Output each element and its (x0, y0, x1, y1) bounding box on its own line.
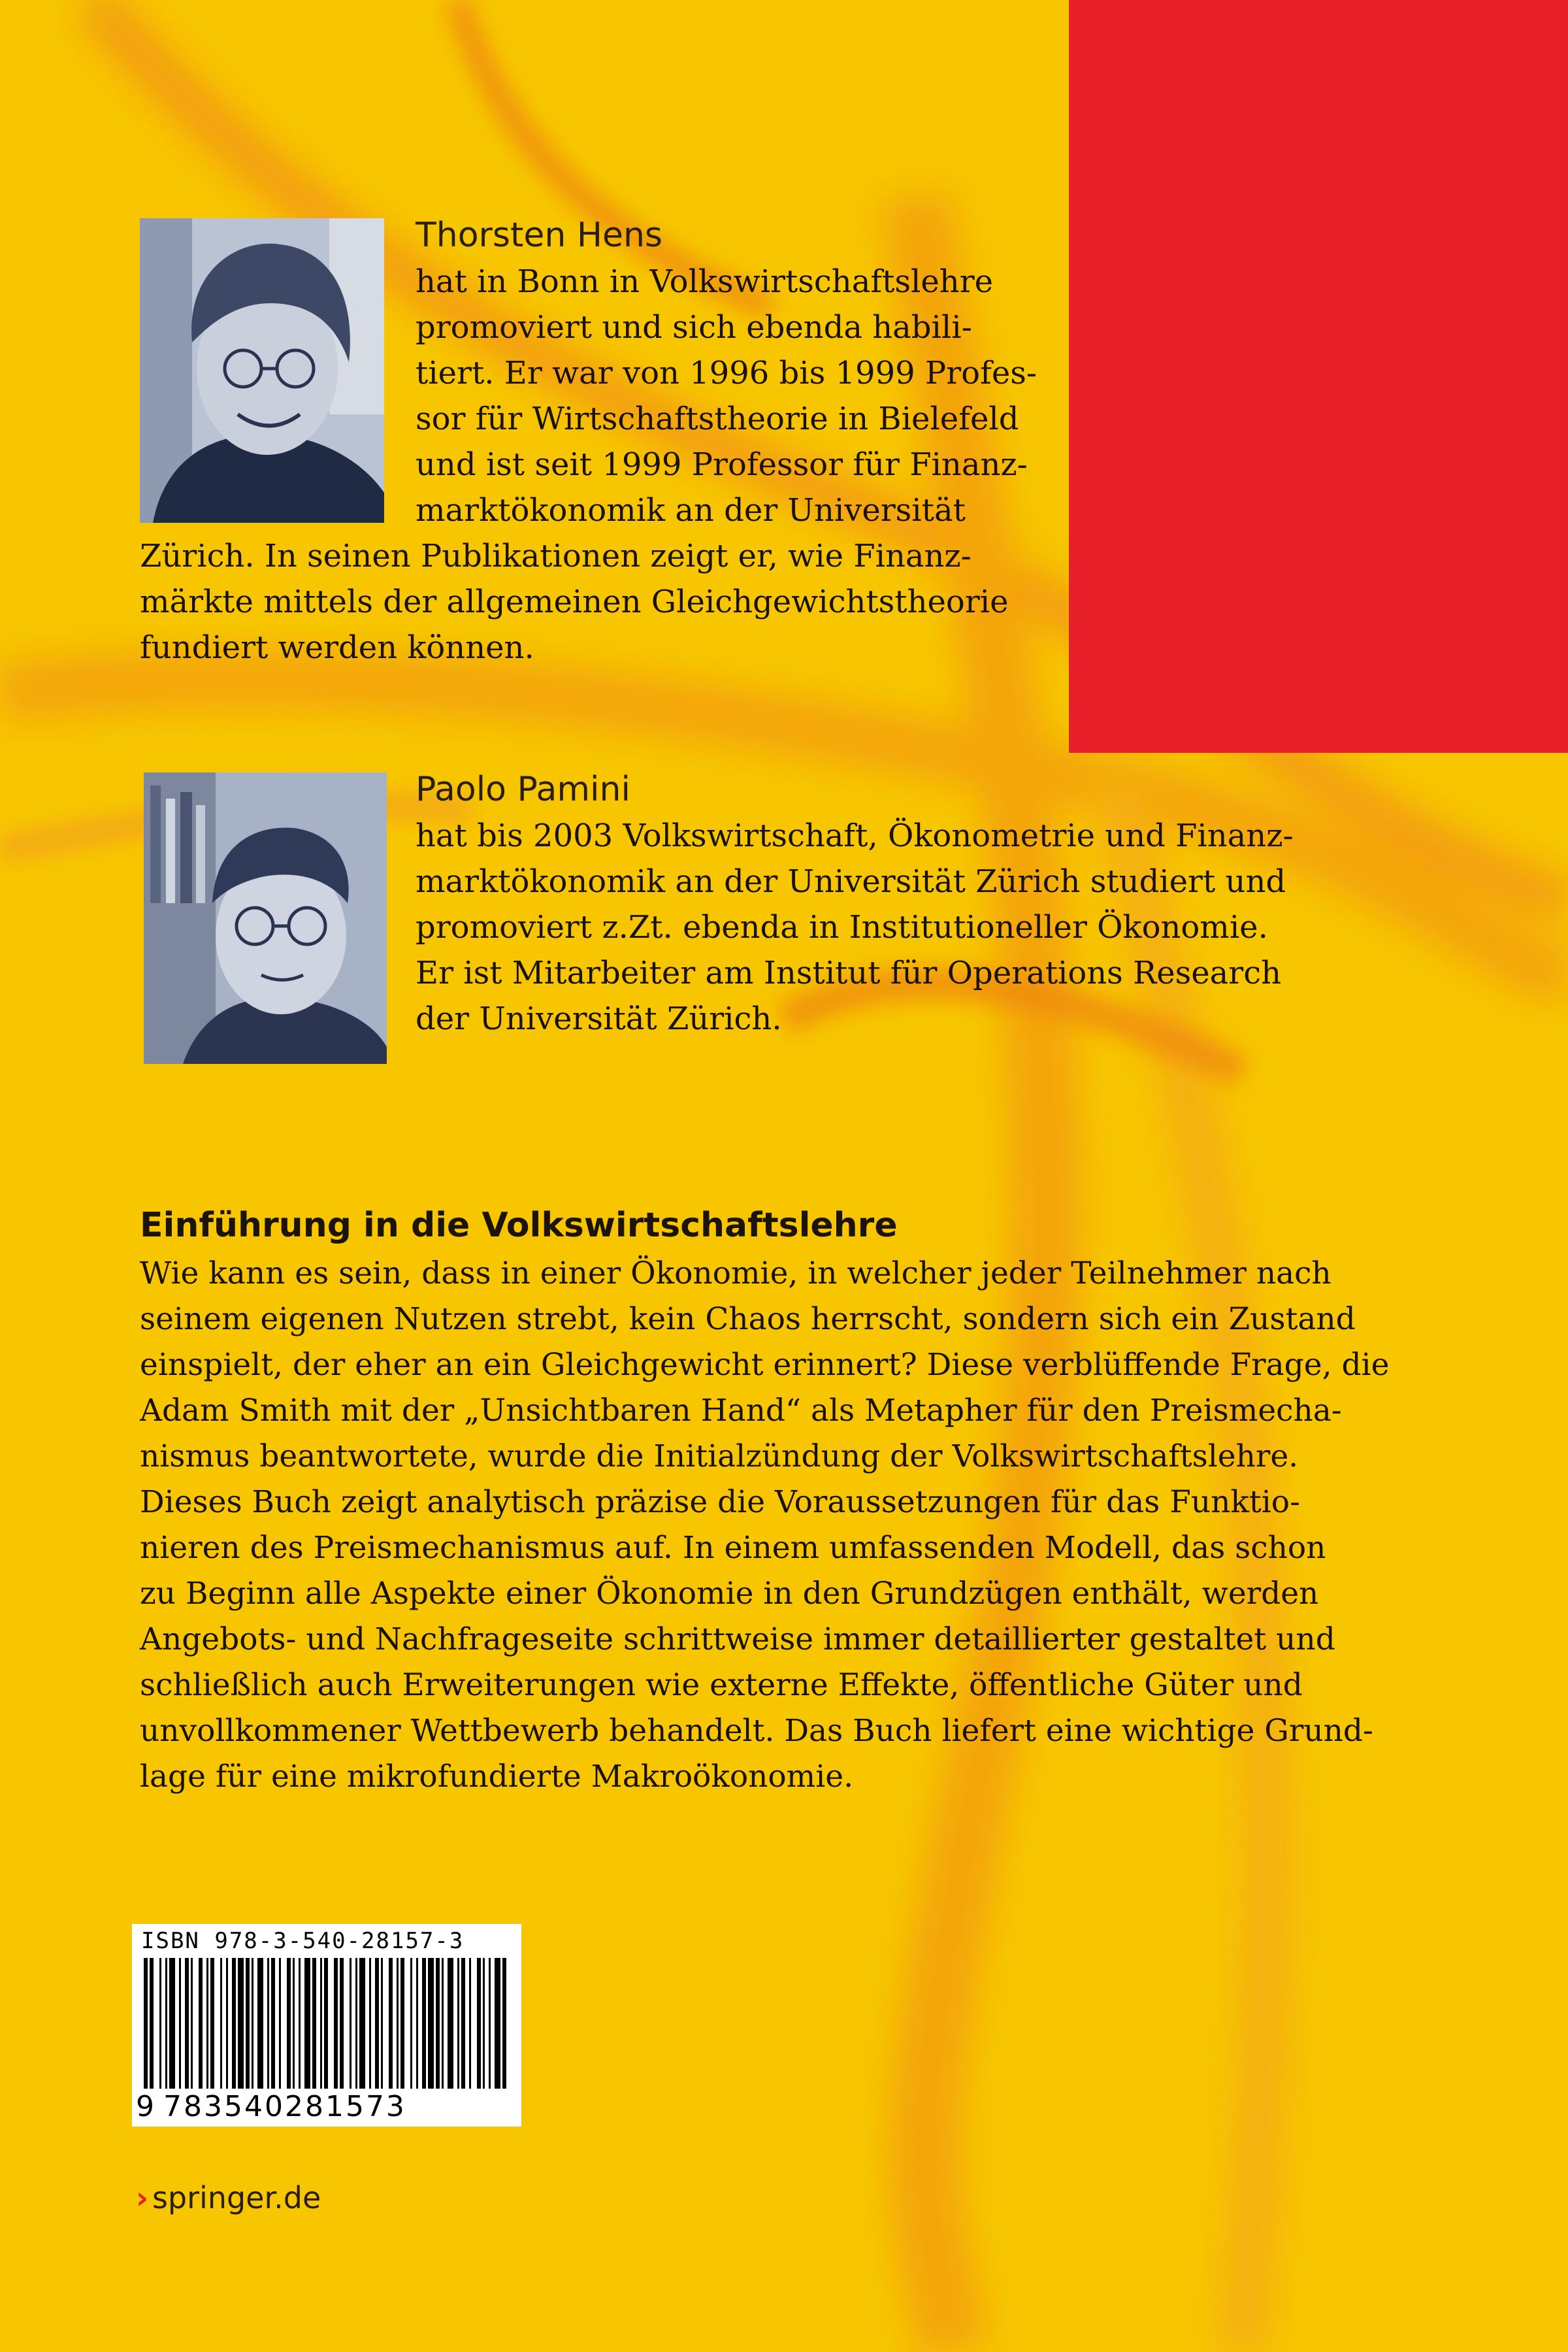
publisher-url: springer.de (152, 2180, 321, 2215)
barcode-bar (416, 1958, 418, 2089)
barcode-bar (238, 1958, 244, 2089)
barcode-bar (489, 1958, 491, 2089)
barcode-bar (210, 1958, 214, 2089)
author-photo-pamini (144, 772, 387, 1064)
author-bio-line: marktökonomik an der Universität (416, 492, 966, 529)
blurb-line: zu Beginn alle Aspekte einer Ökonomie in den Grundzügen enthält, werden (140, 1576, 1319, 1612)
barcode-bar (457, 1958, 459, 2089)
barcode-bar (410, 1958, 412, 2089)
red-accent-block (1069, 0, 1568, 753)
barcode-bar (381, 1958, 383, 2089)
barcode-bar (271, 1958, 275, 2089)
barcode-bar (469, 1958, 471, 2089)
blurb-line: nismus beantwortete, wurde die Initialzündung der Volkswirtschaftslehre. (140, 1438, 1299, 1474)
barcode-bar (502, 1958, 506, 2089)
author-bio-line: promoviert z.Zt. ebenda in Institutioneller Ökonomie. (416, 909, 1268, 946)
ean-digits: 783540281573 (163, 2090, 406, 2123)
author-bio-line: Er ist Mitarbeiter am Institut für Operations Research (416, 955, 1282, 991)
barcode-bar (252, 1958, 253, 2089)
blurb-line: unvollkommener Wettbewerb behandelt. Das Buch liefert eine wichtige Grund- (140, 1713, 1373, 1749)
blurb-line: Wie kann es sein, dass in einer Ökonomie, in welcher jeder Teilnehmer nach (140, 1255, 1331, 1291)
barcode-bar (206, 1958, 208, 2089)
barcode-bar (389, 1958, 393, 2089)
barcode-bar (179, 1958, 181, 2089)
barcode-bar (144, 1958, 148, 2089)
barcode-bar (169, 1958, 175, 2089)
barcode-bar (232, 1958, 236, 2089)
author-photo-hens (140, 218, 384, 523)
author-name-pamini: Paolo Pamini (416, 770, 630, 809)
barcode-bar (257, 1958, 263, 2089)
publisher-link[interactable] (136, 2175, 321, 2221)
blurb-line: lage für eine mikrofundierte Makroökonomie. (140, 1759, 854, 1795)
isbn-barcode (132, 1924, 521, 2127)
author-bio-line: sor für Wirtschaftstheorie in Bielefeld (416, 401, 1019, 437)
barcode-bar (428, 1958, 434, 2089)
author-name-hens: Thorsten Hens (416, 216, 663, 255)
barcode-bar (369, 1958, 371, 2089)
author-bio-line: märkte mittels der allgemeinen Gleichgewichtstheorie (140, 584, 1009, 620)
author-bio-line: tiert. Er war von 1996 bis 1999 Profes- (416, 355, 1037, 391)
blurb-line: Adam Smith mit der „Unsichtbaren Hand“ als Metapher für den Preismecha- (140, 1393, 1342, 1429)
author-bio-line: fundiert werden können. (140, 629, 534, 666)
author-bio-line: promoviert und sich ebenda habili- (416, 309, 972, 346)
barcode-bar (340, 1958, 344, 2089)
barcode-bar (304, 1958, 310, 2089)
author-bio-line: der Universität Zürich. (416, 1001, 782, 1037)
barcode-bar (287, 1958, 291, 2089)
barcode-bar (320, 1958, 322, 2089)
barcode-bar (226, 1958, 228, 2089)
author-bio-line: hat bis 2003 Volkswirtschaft, Ökonometrie und Finanz- (416, 818, 1294, 854)
barcode-bar (312, 1958, 316, 2089)
barcode-bar (191, 1958, 193, 2089)
blurb-line: einspielt, der eher an ein Gleichgewicht erinnert? Diese verblüffende Frage, die (140, 1347, 1390, 1383)
barcode-bar (422, 1958, 426, 2089)
barcode-bar (477, 1958, 481, 2089)
barcode-bar (165, 1958, 167, 2089)
barcode-bar (159, 1958, 161, 2089)
barcode-bar (324, 1958, 328, 2089)
barcode-bars (141, 1958, 512, 2089)
barcode-bar (375, 1958, 379, 2089)
barcode-bar (483, 1958, 485, 2089)
ean-first-digit: 9 (136, 2090, 154, 2123)
blurb-line: Dieses Buch zeigt analytisch präzise die Voraussetzungen für das Funktio- (140, 1484, 1300, 1520)
blurb-line: nieren des Preismechanismus auf. In einem umfassenden Modell, das schon (140, 1530, 1326, 1566)
author-bio-line: marktökonomik an der Universität Zürich studiert und (416, 863, 1286, 900)
barcode-bar (293, 1958, 295, 2089)
barcode-bar (279, 1958, 281, 2089)
author-bio-line: und ist seit 1999 Professor für Finanz- (416, 446, 1028, 483)
barcode-bar (185, 1958, 189, 2089)
barcode-bar (246, 1958, 250, 2089)
blurb-line: seinem eigenen Nutzen strebt, kein Chaos herrscht, sondern sich ein Zustand (140, 1301, 1356, 1337)
barcode-bar (461, 1958, 465, 2089)
barcode-bar (355, 1958, 357, 2089)
barcode-bar (442, 1958, 444, 2089)
author-bio-line: hat in Bonn in Volkswirtschaftslehre (416, 263, 994, 300)
barcode-bar (199, 1958, 203, 2089)
barcode-bar (359, 1958, 365, 2089)
blurb-heading: Einführung in die Volkswirtschaftslehre (140, 1206, 898, 1245)
blurb-line: Angebots- und Nachfrageseite schrittweise immer detaillierter gestaltet und (140, 1621, 1335, 1657)
author-bio-line: Zürich. In seinen Publikationen zeigt er, wie Finanz- (140, 538, 972, 574)
barcode-bar (350, 1958, 351, 2089)
barcode-bar (299, 1958, 301, 2089)
barcode-bar (400, 1958, 404, 2089)
barcode-bar (436, 1958, 440, 2089)
chevron-right-icon: › (136, 2180, 148, 2215)
barcode-bar (220, 1958, 222, 2089)
barcode-bar (495, 1958, 500, 2089)
barcode-bar (150, 1958, 154, 2089)
isbn-label: ISBN 978-3-540-28157-3 (141, 1928, 465, 1954)
barcode-bar (448, 1958, 453, 2089)
barcode-bar (334, 1958, 338, 2089)
barcode-bar (267, 1958, 269, 2089)
blurb-line: schließlich auch Erweiterungen wie externe Effekte, öffentliche Güter und (140, 1667, 1303, 1703)
barcode-bar (397, 1958, 399, 2089)
